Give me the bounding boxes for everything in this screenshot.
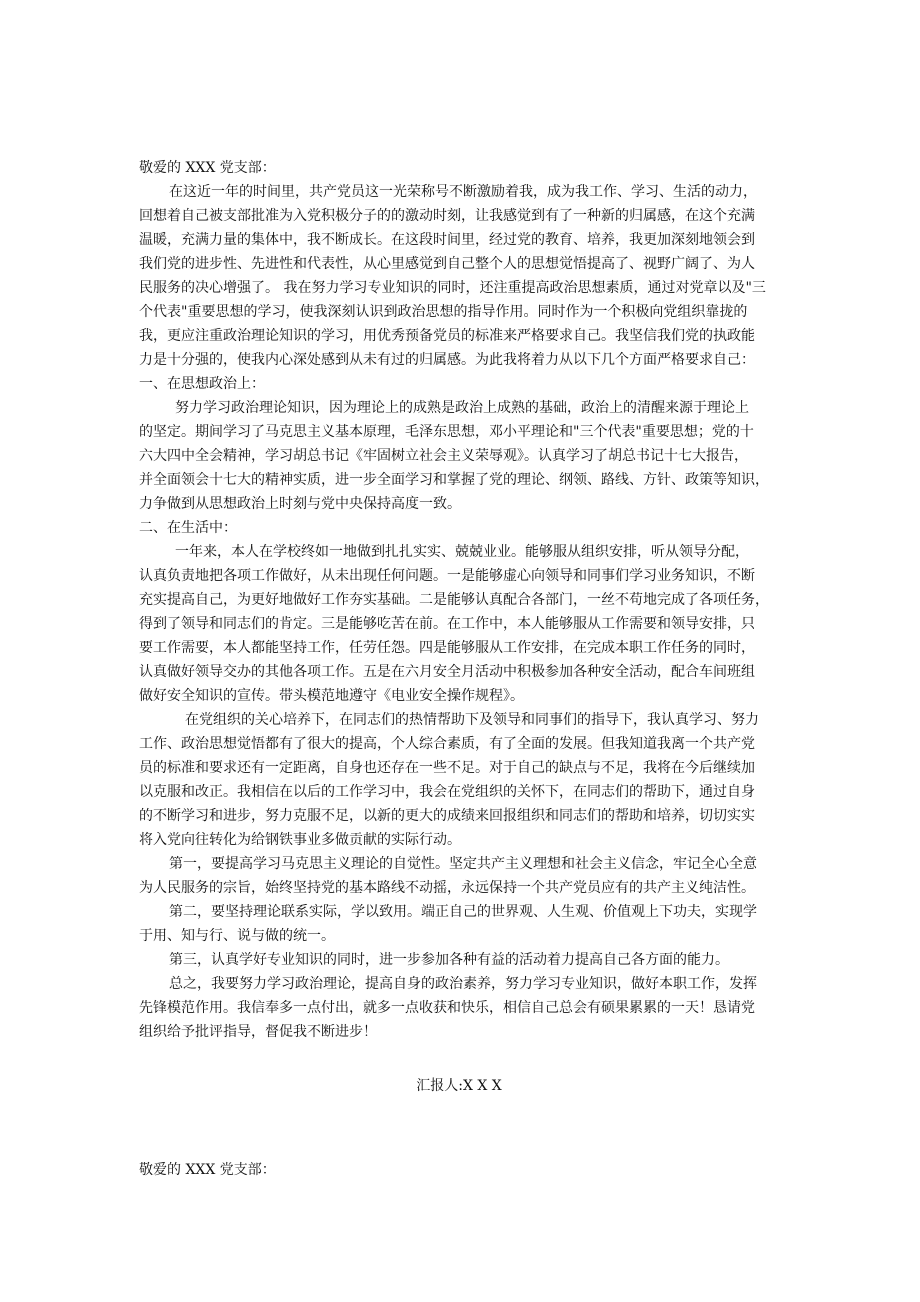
paragraph-line: 得到了领导和同志们的肯定。三是能够吃苦在前。在工作中，本人能够服从工作需要和领导安排，只 [139, 616, 755, 632]
paragraph-line: 将入党向往转化为给钢铁事业多做贡献的实际行动。 [139, 832, 461, 848]
paragraph-line: 力是十分强的，使我内心深处感到从未有过的归属感。为此我将着力从以下几个方面严格要求自己： [139, 352, 755, 368]
paragraph-line: 员的标准和要求还有一定距离，自身也还存在一些不足。对于自己的缺点与不足，我将在今后继续加 [139, 760, 755, 776]
section-heading-politics: 一、在思想政治上： [139, 376, 265, 392]
paragraph-line: 在党组织的关心培养下，在同志们的热情帮助下及领导和同事们的指导下，我认真学习、努力 [185, 712, 759, 728]
spacer [139, 1098, 779, 1158]
paragraph-line: 工作、政治思想觉悟都有了很大的提高，个人综合素质，有了全面的发展。但我知道我离一个共产党 [139, 736, 755, 752]
paragraph-line: 第三，认真学好专业知识的同时，进一步参加各种有益的活动着力提高自己各方面的能力。 [169, 952, 729, 968]
paragraph-line: 民服务的决心增强了。 我在努力学习专业知识的同时，还注重提高政治思想素质，通过对党章以及"三 [139, 280, 766, 296]
paragraph-line: 的不断学习和进步，努力克服不足，以新的更大的成绩来回报组织和同志们的帮助和培养，切切实实 [139, 808, 755, 824]
paragraph-line: 为人民服务的宗旨，始终坚持党的基本路线不动摇，永远保持一个共产党员应有的共产主义纯洁性。 [139, 880, 755, 896]
paragraph-line: 认真负责地把各项工作做好，从未出现任何问题。一是能够虚心向领导和同事们学习业务知识，不断 [139, 568, 755, 584]
paragraph-line: 六大四中全会精神，学习胡总书记《牢固树立社会主义荣辱观》。认真学习了胡总书记十七大报告， [139, 448, 748, 464]
paragraph-first [139, 852, 779, 900]
paragraph-life [139, 540, 779, 708]
salutation: 敬爱的 XXX 党支部： [139, 160, 276, 176]
paragraph-line: 做好安全知识的宣传。带头模范地遵守《电业安全操作规程》。 [139, 688, 524, 704]
paragraph-line: 先锋模范作用。我信奉多一点付出，就多一点收获和快乐，相信自己总会有硕果累累的一天！恳请党 [139, 1000, 755, 1016]
paragraph-growth [139, 708, 779, 852]
paragraph-line: 第二，要坚持理论联系实际，学以致用。端正自己的世界观、人生观、价值观上下功夫，实现学 [169, 904, 757, 920]
paragraph-line: 并全面领会十七大的精神实质，进一步全面学习和掌握了党的理论、纲领、路线、方针、政策等知识， [139, 472, 769, 488]
paragraph-line: 一年来，本人在学校终如一地做到扎扎实实、兢兢业业。能够服从组织安排，听从领导分配， [175, 544, 749, 560]
signature: 汇报人:X X X [416, 1078, 502, 1094]
paragraph-line: 回想着自己被支部批准为入党积极分子的的激动时刻，让我感觉到有了一种新的归属感，在这个充满 [139, 208, 755, 224]
section-heading-life: 二、在生活中： [139, 520, 237, 536]
paragraph-line: 个代表"重要思想的学习，使我深刻认识到政治思想的指导作用。同时作为一个积极向党组织靠拢的 [139, 304, 748, 320]
paragraph-second [139, 900, 779, 948]
paragraph-third [139, 948, 779, 972]
spacer [139, 1044, 779, 1074]
paragraph-line: 我们党的进步性、先进性和代表性，从心里感觉到自己整个人的思想觉悟提高了、视野广阔了、为人 [139, 256, 755, 272]
paragraph-line: 的坚定。期间学习了马克思主义基本原理，毛泽东思想，邓小平理论和"三个代表"重要思想；党的十 [139, 424, 754, 440]
paragraph-line: 努力学习政治理论知识，因为理论上的成熟是政治上成熟的基础，政治上的清醒来源于理论上 [175, 400, 749, 416]
paragraph-line: 以克服和改正。我相信在以后的工作学习中，我会在党组织的关怀下，在同志们的帮助下，通过自身 [139, 784, 755, 800]
paragraph-line: 我，更应注重政治理论知识的学习，用优秀预备党员的标准来严格要求自己。我坚信我们党的执政能 [139, 328, 755, 344]
paragraph-line: 在这近一年的时间里，共产党员这一光荣称号不断激励着我，成为我工作、学习、生活的动力， [169, 184, 757, 200]
salutation-second-letter: 敬爱的 XXX 党支部： [139, 1162, 276, 1178]
document-page [139, 156, 779, 1182]
paragraph-politics [139, 396, 779, 516]
paragraph-line: 组织给予批评指导，督促我不断进步！ [139, 1024, 377, 1040]
paragraph-line: 总之，我要努力学习政治理论，提高自身的政治素养，努力学习专业知识，做好本职工作，发挥 [169, 976, 757, 992]
paragraph-conclusion [139, 972, 779, 1044]
paragraph-line: 认真做好领导交办的其他各项工作。五是在六月安全月活动中积极参加各种安全活动，配合车间班组 [139, 664, 755, 680]
paragraph-line: 充实提高自己，为更好地做好工作夯实基础。二是能够认真配合各部门，一丝不苟地完成了各项任务， [139, 592, 769, 608]
paragraph-line: 力争做到从思想政治上时刻与党中央保持高度一致。 [139, 496, 461, 512]
paragraph-intro [139, 180, 779, 372]
paragraph-line: 第一，要提高学习马克思主义理论的自觉性。坚定共产主义理想和社会主义信念，牢记全心全意 [169, 856, 757, 872]
paragraph-line: 要工作需要，本人都能坚持工作，任劳任怨。四是能够服从工作安排，在完成本职工作任务的同时， [139, 640, 755, 656]
paragraph-line: 温暖，充满力量的集体中，我不断成长。在这段时间里，经过党的教育、培养，我更加深刻地领会到 [139, 232, 755, 248]
paragraph-line: 于用、知与行、说与做的统一。 [139, 928, 335, 944]
